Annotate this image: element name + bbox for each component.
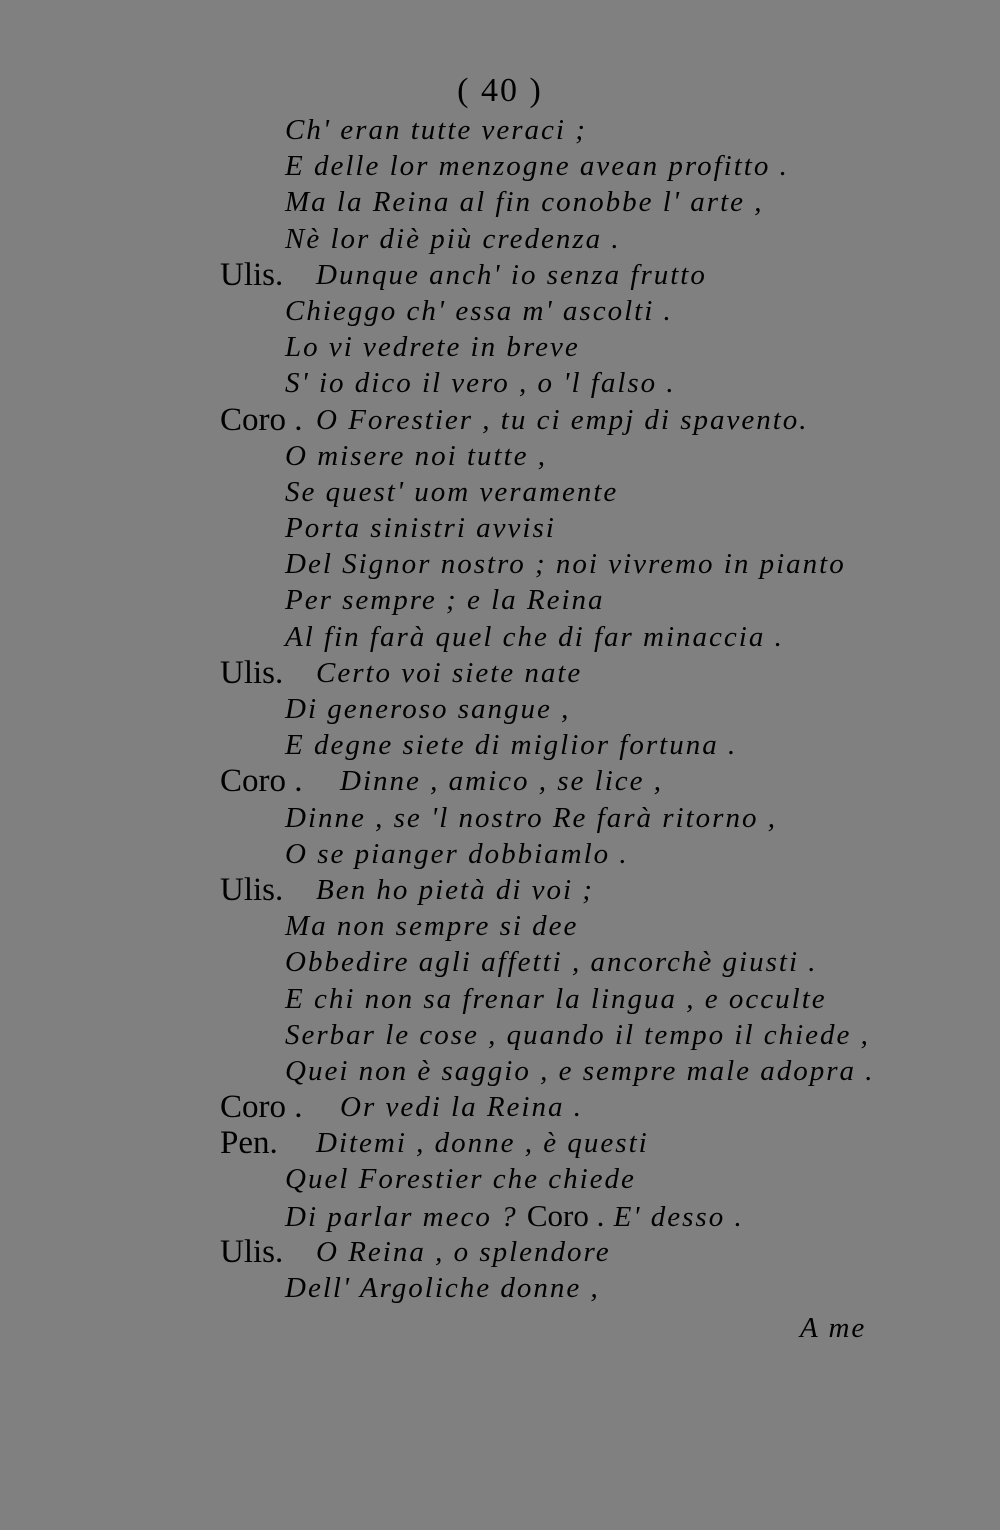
verse-text: Dinne , amico , se lice , <box>340 765 664 798</box>
verse-line <box>0 148 1000 184</box>
verse-text: Ditemi , donne , è questi <box>316 1127 649 1160</box>
verse-text: O Forestier , tu ci empj di spavento. <box>316 403 809 436</box>
verse-text: Al fin farà quel che di far minaccia . <box>285 620 784 653</box>
speaker-label: Ulis. <box>220 1233 284 1270</box>
verse-text: Ch' eran tutte veraci ; <box>285 114 587 146</box>
verse-line <box>0 655 1000 691</box>
verse-line <box>0 112 1000 148</box>
verse-text: Ma non sempre si dee <box>285 910 579 943</box>
speaker-label: Ulis. <box>220 654 284 691</box>
verse-line <box>0 402 1000 438</box>
verse-text: Chieggo ch' essa m' ascolti . <box>285 294 673 327</box>
verse-line <box>0 1198 1000 1234</box>
verse-line <box>0 546 1000 582</box>
verse-text: Certo voi siete nate <box>316 656 583 689</box>
verse-text: Or vedi la Reina . <box>340 1091 583 1124</box>
verse-line <box>0 981 1000 1017</box>
verse-line <box>0 474 1000 510</box>
verse-line <box>0 293 1000 329</box>
inline-speaker-label: Coro . <box>526 1197 605 1233</box>
verse-text: Ma la Reina al fin conobbe l' arte , <box>285 186 764 219</box>
verse-line <box>0 872 1000 908</box>
verse-line <box>0 908 1000 944</box>
verse-line <box>0 257 1000 293</box>
verse-line <box>0 1089 1000 1125</box>
verse-text: Per sempre ; e la Reina <box>285 584 605 617</box>
speaker-label: Ulis. <box>220 256 284 293</box>
verse-text: Se quest' uom veramente <box>285 475 619 508</box>
verse-line <box>0 727 1000 763</box>
verse-line <box>0 1161 1000 1197</box>
verse-text: Di generoso sangue , <box>285 693 571 725</box>
speaker-label: Coro . <box>220 1089 303 1126</box>
verse-text: Dunque anch' io senza frutto <box>316 258 707 291</box>
verse-line <box>0 1234 1000 1270</box>
verse-text: Dinne , se 'l nostro Re farà ritorno , <box>285 801 777 834</box>
verse-text-part: E' desso . <box>613 1200 744 1233</box>
speaker-label: Coro . <box>220 401 303 438</box>
verse-text: Porta sinistri avvisi <box>285 512 556 545</box>
speaker-label: Coro . <box>220 763 303 800</box>
page-number: ( 40 ) <box>457 72 543 109</box>
verse-line <box>0 438 1000 474</box>
verse-text: O misere noi tutte , <box>285 439 548 472</box>
verse-line <box>0 184 1000 220</box>
verse-text: Obbedire agli affetti , ancorchè giusti . <box>285 946 818 979</box>
verse-text-part: Di parlar meco ? <box>285 1200 518 1233</box>
verse-text <box>285 1198 744 1235</box>
verse-line <box>0 836 1000 872</box>
verse-line <box>0 1017 1000 1053</box>
speaker-label: Pen. <box>220 1125 278 1162</box>
verse-text: Quel Forestier che chiede <box>285 1163 636 1196</box>
verse-line <box>0 329 1000 365</box>
verse-line <box>0 619 1000 655</box>
verse-line <box>0 365 1000 401</box>
verse-block <box>0 112 1000 1306</box>
verse-line <box>0 221 1000 257</box>
verse-line <box>0 1125 1000 1161</box>
verse-text: Dell' Argoliche donne , <box>285 1272 600 1304</box>
verse-line <box>0 510 1000 546</box>
verse-text: Del Signor nostro ; noi vivremo in pianto <box>285 548 846 581</box>
verse-line <box>0 763 1000 799</box>
verse-text: E chi non sa frenar la lingua , e occulte <box>285 982 827 1015</box>
verse-line <box>0 582 1000 618</box>
verse-line <box>0 1053 1000 1089</box>
verse-text: O se pianger dobbiamlo . <box>285 837 629 870</box>
verse-text: E degne siete di miglior fortuna . <box>285 729 738 762</box>
verse-text: Lo vi vedrete in breve <box>285 331 580 364</box>
verse-line <box>0 944 1000 980</box>
speaker-label: Ulis. <box>220 871 284 908</box>
verse-text: O Reina , o splendore <box>316 1235 611 1268</box>
verse-line <box>0 691 1000 727</box>
verse-text: Quei non è saggio , e sempre male adopra . <box>285 1054 875 1087</box>
verse-line <box>0 800 1000 836</box>
verse-line <box>0 1270 1000 1306</box>
verse-text: Nè lor diè più credenza . <box>285 222 621 255</box>
verse-text: E delle lor menzogne avean profitto . <box>285 150 789 183</box>
verse-text: Serbar le cose , quando il tempo il chiede , <box>285 1018 870 1051</box>
verse-text: S' io dico il vero , o 'l falso . <box>285 367 676 400</box>
catchword: A me <box>800 1312 867 1344</box>
verse-text: Ben ho pietà di voi ; <box>316 873 594 906</box>
